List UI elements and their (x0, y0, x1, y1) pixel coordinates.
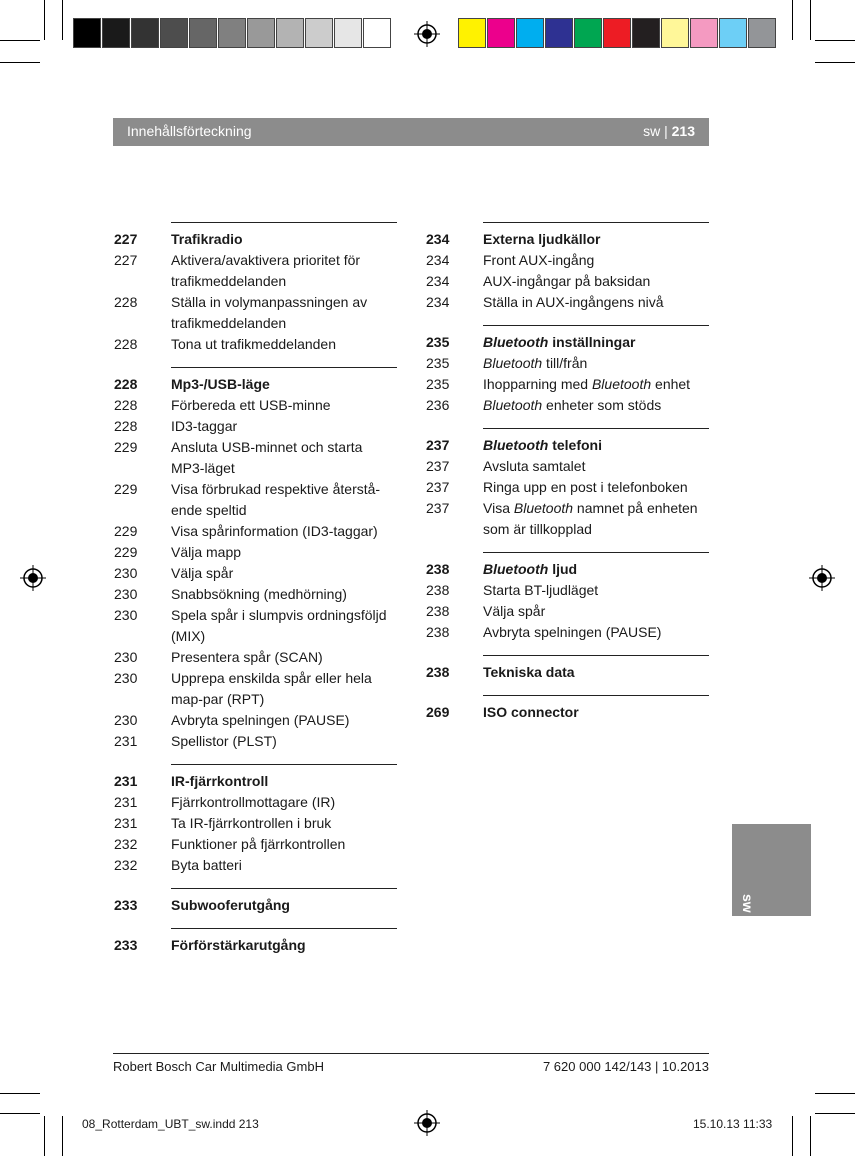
toc-entry-text (171, 437, 397, 479)
toc-entry-text (483, 580, 709, 601)
toc-section (426, 552, 709, 643)
slug-filename: 08_Rotterdam_UBT_sw.indd 213 (82, 1117, 259, 1131)
color-swatch (189, 18, 217, 48)
toc-text: Ansluta USB-minnet och starta MP3-läget (171, 439, 363, 476)
toc-text: inställningar (548, 334, 636, 350)
toc-entry (114, 834, 397, 855)
toc-entry-text (171, 374, 397, 395)
toc-page-number: 227 (114, 252, 138, 268)
toc-entry (114, 813, 397, 834)
toc-page-number: 232 (114, 836, 138, 852)
toc-entry-text (171, 834, 397, 855)
color-swatch (574, 18, 602, 48)
toc-entry (426, 456, 709, 477)
toc-text: Visa (483, 500, 514, 516)
toc-page-number: 238 (426, 664, 450, 680)
toc-page-number: 230 (114, 712, 138, 728)
toc-entry-text (483, 477, 709, 498)
toc-text: Ställa in volymanpassningen av trafikmeddelanden (171, 294, 368, 331)
footer-publisher: Robert Bosch Car Multimedia GmbH (113, 1059, 324, 1074)
crop-mark (810, 0, 811, 40)
toc-entry (114, 416, 397, 437)
header-title: Innehållsförteckning (127, 123, 252, 139)
toc-text: telefoni (548, 437, 602, 453)
crop-mark (792, 0, 793, 40)
toc-section-heading (426, 662, 709, 683)
toc-entry (114, 710, 397, 731)
toc-text: Välja spår (483, 603, 546, 619)
page-number: 213 (671, 123, 695, 139)
toc-page-number: 237 (426, 437, 450, 453)
toc-text: IR-fjärrkontroll (171, 773, 269, 789)
crop-mark (0, 40, 40, 41)
toc-entry (114, 437, 397, 479)
toc-entry-text (483, 622, 709, 643)
toc-text: Avsluta samtalet (483, 458, 586, 474)
toc-text: Välja spår (171, 565, 234, 581)
toc-entry-text (483, 702, 709, 723)
toc-entry (426, 374, 709, 395)
toc-entry (114, 292, 397, 334)
color-swatch (131, 18, 159, 48)
toc-entry-text (171, 334, 397, 355)
toc-entry (426, 292, 709, 313)
toc-section (426, 325, 709, 416)
toc-entry (114, 792, 397, 813)
toc-entry-text (171, 563, 397, 584)
toc-entry (114, 542, 397, 563)
toc-text: Ihopparning med (483, 376, 592, 392)
toc-section (114, 764, 397, 876)
toc-entry (426, 395, 709, 416)
toc-text: AUX-ingångar på baksidan (483, 273, 651, 289)
toc-page-number: 230 (114, 649, 138, 665)
toc-text: Starta BT-ljudläget (483, 582, 599, 598)
color-swatch (363, 18, 391, 48)
crop-mark (62, 0, 63, 40)
toc-text: Spellistor (PLST) (171, 733, 277, 749)
gray-color-bar (73, 18, 392, 48)
toc-page-number: 235 (426, 334, 450, 350)
toc-page-number: 234 (426, 231, 450, 247)
footer-docnumber: 7 620 000 142/143 | 10.2013 (542, 1059, 709, 1074)
toc-page-number: 228 (114, 397, 138, 413)
toc-text: Trafikradio (171, 231, 243, 247)
toc-entry-text (171, 771, 397, 792)
toc-entry-text (171, 792, 397, 813)
toc-text: enheter som stöds (542, 397, 662, 413)
toc-section (114, 367, 397, 752)
toc-entry (114, 479, 397, 521)
toc-entry (114, 521, 397, 542)
toc-entry (114, 855, 397, 876)
toc-entry (426, 601, 709, 622)
toc-text: Externa ljudkällor (483, 231, 601, 247)
toc-text: Funktioner på fjärrkontrollen (171, 836, 346, 852)
toc-page-number: 232 (114, 857, 138, 873)
toc-italic-term: Bluetooth (483, 334, 549, 350)
crop-mark (0, 1113, 40, 1114)
crop-mark (815, 1093, 855, 1094)
toc-entry-text (483, 250, 709, 271)
toc-italic-term: Bluetooth (513, 500, 574, 516)
color-swatch (632, 18, 660, 48)
toc-page-number: 235 (426, 355, 450, 371)
toc-page-number: 229 (114, 481, 138, 497)
color-swatch (305, 18, 333, 48)
toc-entry-text (483, 456, 709, 477)
toc-page-number: 234 (426, 294, 450, 310)
color-swatch (719, 18, 747, 48)
toc-entry-text (483, 498, 709, 540)
toc-italic-term: Bluetooth (483, 437, 549, 453)
toc-entry (114, 731, 397, 752)
color-swatch (334, 18, 362, 48)
toc-entry-text (171, 605, 397, 647)
crop-mark (815, 40, 855, 41)
toc-text: Spela spår i slumpvis ordningsföljd (MIX) (171, 607, 387, 644)
color-swatch (160, 18, 188, 48)
toc-page-number: 231 (114, 794, 138, 810)
toc-entry-text (171, 584, 397, 605)
toc-entry-text (171, 292, 397, 334)
toc-section-heading (426, 702, 709, 723)
toc-text: Ta IR-fjärrkontrollen i bruk (171, 815, 332, 831)
toc-page-number: 233 (114, 897, 138, 913)
toc-entry-text (171, 731, 397, 752)
toc-page-number: 238 (426, 624, 450, 640)
toc-page-number: 238 (426, 582, 450, 598)
toc-section-heading (114, 771, 397, 792)
crop-mark (62, 1116, 63, 1156)
color-swatch (276, 18, 304, 48)
toc-entry (114, 605, 397, 647)
toc-entry-text (171, 668, 397, 710)
crop-mark (0, 1093, 40, 1094)
color-swatch (545, 18, 573, 48)
toc-page-number: 230 (114, 565, 138, 581)
page-header (113, 118, 709, 146)
color-swatch (247, 18, 275, 48)
toc-entry (114, 668, 397, 710)
toc-entry-text (483, 601, 709, 622)
toc-text: Subwooferutgång (171, 897, 290, 913)
toc-entry-text (171, 521, 397, 542)
toc-page-number: 231 (114, 815, 138, 831)
toc-entry-text (171, 250, 397, 292)
toc-text: Tekniska data (483, 664, 575, 680)
toc-entry-text (171, 416, 397, 437)
toc-page-number: 234 (426, 273, 450, 289)
toc-entry-text (483, 332, 709, 353)
toc-text: enhet (651, 376, 691, 392)
toc-section (426, 655, 709, 683)
toc-text: Byta batteri (171, 857, 242, 873)
toc-entry-text (171, 710, 397, 731)
toc-entry (426, 622, 709, 643)
toc-section-heading (426, 229, 709, 250)
toc-page-number: 228 (114, 418, 138, 434)
toc-text: Avbryta spelningen (PAUSE) (483, 624, 662, 640)
toc-text: namnet på enheten som är tillkopplad (483, 500, 698, 537)
crop-mark (810, 1116, 811, 1156)
color-swatch (458, 18, 486, 48)
toc-page-number: 236 (426, 397, 450, 413)
color-swatch (487, 18, 515, 48)
toc-entry-text (483, 559, 709, 580)
toc-text: Ställa in AUX-ingångens nivå (483, 294, 664, 310)
toc-entry-text (483, 374, 709, 395)
toc-text: Upprepa enskilda spår eller hela map-par (RPT) (171, 670, 372, 707)
toc-page-number: 237 (426, 500, 450, 516)
toc-section-heading (426, 559, 709, 580)
toc-section-heading (426, 435, 709, 456)
toc-entry-text (171, 542, 397, 563)
toc-section (426, 222, 709, 313)
toc-entry (114, 395, 397, 416)
toc-entry (426, 353, 709, 374)
toc-text: Tona ut trafikmeddelanden (171, 336, 336, 352)
toc-entry-text (483, 353, 709, 374)
color-swatch (748, 18, 776, 48)
language-side-tab (732, 824, 811, 916)
toc-section (426, 428, 709, 540)
toc-italic-term: Bluetooth (483, 561, 549, 577)
toc-text: Ringa upp en post i telefonboken (483, 479, 688, 495)
crop-mark (44, 1116, 45, 1156)
toc-entry-text (483, 395, 709, 416)
toc-entry (114, 584, 397, 605)
toc-page-number: 237 (426, 479, 450, 495)
side-tab-label: sw (740, 894, 756, 913)
crop-mark (0, 62, 40, 63)
toc-page-number: 229 (114, 544, 138, 560)
toc-text: Front AUX-ingång (483, 252, 595, 268)
toc-page-number: 227 (114, 231, 138, 247)
toc-entry (426, 580, 709, 601)
toc-entry-text (171, 855, 397, 876)
toc-page-number: 229 (114, 523, 138, 539)
toc-text: Förbereda ett USB-minne (171, 397, 331, 413)
toc-section (114, 222, 397, 355)
registration-mark-icon (809, 565, 835, 591)
toc-left-column (114, 222, 397, 968)
crop-mark (792, 1116, 793, 1156)
color-swatch (102, 18, 130, 48)
toc-entry-text (483, 271, 709, 292)
toc-italic-term: Bluetooth (483, 355, 543, 371)
toc-page-number: 238 (426, 561, 450, 577)
registration-mark-icon (20, 565, 46, 591)
crop-mark (44, 0, 45, 40)
color-swatch (516, 18, 544, 48)
slug-timestamp: 15.10.13 11:33 (693, 1117, 773, 1131)
registration-mark-icon (414, 21, 440, 47)
toc-page-number: 229 (114, 439, 138, 455)
registration-mark-icon (414, 1110, 440, 1136)
toc-entry (426, 250, 709, 271)
toc-entry (114, 334, 397, 355)
toc-entry-text (171, 647, 397, 668)
toc-text: Visa förbrukad respektive återstå-ende speltid (171, 481, 381, 518)
toc-text: ID3-taggar (171, 418, 238, 434)
toc-page-number: 228 (114, 336, 138, 352)
color-bar (458, 18, 777, 48)
toc-page-number: 233 (114, 937, 138, 953)
toc-entry-text (171, 395, 397, 416)
toc-entry-text (483, 229, 709, 250)
toc-section (114, 928, 397, 956)
color-swatch (690, 18, 718, 48)
toc-text: Avbryta spelningen (PAUSE) (171, 712, 350, 728)
toc-page-number: 231 (114, 733, 138, 749)
toc-entry (426, 498, 709, 540)
header-page-number: sw | 213 (643, 123, 695, 139)
color-swatch (661, 18, 689, 48)
toc-entry-text (171, 479, 397, 521)
toc-entry-text (171, 895, 397, 916)
toc-page-number: 237 (426, 458, 450, 474)
toc-page-number: 230 (114, 586, 138, 602)
crop-mark (815, 62, 855, 63)
toc-page-number: 231 (114, 773, 138, 789)
toc-page-number: 228 (114, 294, 138, 310)
toc-entry-text (483, 435, 709, 456)
toc-entry (114, 563, 397, 584)
footer-divider (113, 1053, 709, 1054)
toc-section (114, 888, 397, 916)
toc-italic-term: Bluetooth (591, 376, 652, 392)
color-swatch (218, 18, 246, 48)
toc-entry-text (171, 229, 397, 250)
toc-page-number: 234 (426, 252, 450, 268)
toc-page-number: 269 (426, 704, 450, 720)
color-swatch (603, 18, 631, 48)
toc-entry-text (171, 813, 397, 834)
toc-section-heading (114, 374, 397, 395)
toc-text: Välja mapp (171, 544, 242, 560)
toc-section-heading (114, 895, 397, 916)
toc-text: ljud (548, 561, 578, 577)
toc-right-column (426, 222, 709, 735)
toc-text: Fjärrkontrollmottagare (IR) (171, 794, 336, 810)
toc-text: ISO connector (483, 704, 579, 720)
toc-entry (114, 250, 397, 292)
toc-page-number: 230 (114, 607, 138, 623)
toc-entry (426, 477, 709, 498)
toc-text: Aktivera/avaktivera prioritet för trafikmeddelanden (171, 252, 361, 289)
toc-section-heading (426, 332, 709, 353)
toc-page-number: 230 (114, 670, 138, 686)
toc-section (426, 695, 709, 723)
toc-entry (426, 271, 709, 292)
toc-section-heading (114, 229, 397, 250)
toc-page-number: 235 (426, 376, 450, 392)
header-lang: sw (643, 123, 661, 139)
crop-mark (815, 1113, 855, 1114)
toc-text: Presentera spår (SCAN) (171, 649, 323, 665)
toc-entry-text (483, 292, 709, 313)
toc-entry-text (171, 935, 397, 956)
toc-entry (114, 647, 397, 668)
toc-text: Snabbsökning (medhörning) (171, 586, 347, 602)
toc-entry-text (483, 662, 709, 683)
toc-text: Mp3-/USB-läge (171, 376, 270, 392)
toc-text: Förförstärkarutgång (171, 937, 306, 953)
toc-text: Visa spårinformation (ID3-taggar) (171, 523, 378, 539)
toc-italic-term: Bluetooth (483, 397, 543, 413)
toc-text: till/från (542, 355, 588, 371)
toc-page-number: 228 (114, 376, 138, 392)
toc-section-heading (114, 935, 397, 956)
toc-page-number: 238 (426, 603, 450, 619)
color-swatch (73, 18, 101, 48)
